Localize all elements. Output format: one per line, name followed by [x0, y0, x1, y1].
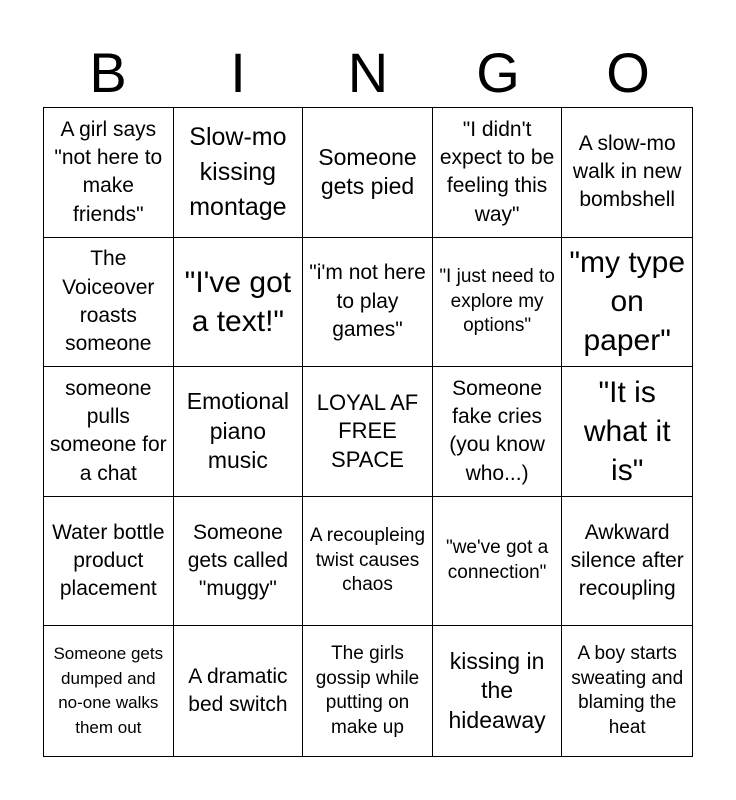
bingo-cell-text: someone pulls someone for a chat [49, 376, 167, 485]
header-letter-g: G [476, 41, 520, 104]
bingo-cell-text: Someone gets pied [318, 143, 417, 200]
bingo-cell-text: "i'm not here to play games" [309, 261, 426, 342]
bingo-cell[interactable] [562, 367, 692, 497]
bingo-cell-text: A recoupleing twist causes chaos [309, 525, 426, 596]
bingo-cell[interactable] [174, 108, 304, 238]
bingo-cell-text: A boy starts sweating and blaming the heat [571, 642, 684, 738]
bingo-cell-text: Water bottle product placement [52, 520, 165, 601]
bingo-cell[interactable] [44, 108, 174, 238]
bingo-cell[interactable] [433, 108, 563, 238]
bingo-cell-text: "we've got a connection" [445, 537, 549, 584]
bingo-cell[interactable] [303, 497, 433, 627]
bingo-cell-text: A slow-mo walk in new bombshell [572, 131, 682, 212]
bingo-cell[interactable] [562, 238, 692, 368]
bingo-card-grid [43, 107, 693, 757]
bingo-cell[interactable] [174, 367, 304, 497]
bingo-cell[interactable] [433, 626, 563, 756]
header-letter-i: I [230, 41, 246, 104]
free-space-text: LOYAL AF FREE SPACE [316, 389, 419, 472]
bingo-cell-text: kissing in the hideaway [448, 648, 546, 733]
bingo-cell-text: Slow-mo kissing montage [189, 122, 287, 221]
bingo-cell-text: A dramatic bed switch [188, 664, 288, 717]
bingo-cell[interactable] [562, 108, 692, 238]
bingo-cell-text: A girl says "not here to make friends" [54, 117, 163, 226]
bingo-cell[interactable] [174, 238, 304, 368]
bingo-cell-text: "my type on paper" [569, 246, 686, 358]
bingo-cell-text: "It is what it is" [583, 375, 671, 487]
bingo-cell[interactable] [303, 626, 433, 756]
bingo-cell[interactable] [44, 367, 174, 497]
bingo-cell[interactable] [303, 238, 433, 368]
bingo-cell[interactable] [562, 626, 692, 756]
bingo-cell-text: The girls gossip while putting on make up [315, 642, 420, 738]
bingo-cell[interactable] [44, 626, 174, 756]
bingo-cell-text: The Voiceover roasts someone [62, 247, 155, 356]
bingo-cell[interactable] [174, 497, 304, 627]
bingo-cell[interactable] [44, 238, 174, 368]
bingo-cell-text: "I've got a text!" [184, 265, 292, 338]
header-letter-n: N [347, 41, 389, 104]
bingo-cell[interactable] [433, 497, 563, 627]
header-letter-b: B [89, 41, 127, 104]
bingo-cell-text: "I just need to explore my options" [439, 265, 555, 337]
bingo-cell-text: Someone gets called "muggy" [187, 520, 289, 601]
bingo-cell[interactable] [44, 497, 174, 627]
bingo-header [43, 40, 693, 106]
bingo-cell-text: "I didn't expect to be feeling this way" [439, 117, 555, 226]
bingo-cell[interactable] [303, 108, 433, 238]
bingo-cell-text: Someone fake cries (you know who...) [449, 376, 545, 485]
bingo-cell[interactable] [174, 626, 304, 756]
bingo-cell[interactable] [562, 497, 692, 627]
bingo-cell[interactable] [433, 367, 563, 497]
bingo-cell-text: Emotional piano music [186, 388, 290, 474]
bingo-cell[interactable] [433, 238, 563, 368]
free-space-cell[interactable] [303, 367, 433, 497]
header-letter-o: O [606, 41, 650, 104]
bingo-cell-text: Someone gets dumped and no-one walks them out [53, 643, 164, 737]
bingo-cell-text: Awkward silence after recoupling [570, 520, 684, 601]
